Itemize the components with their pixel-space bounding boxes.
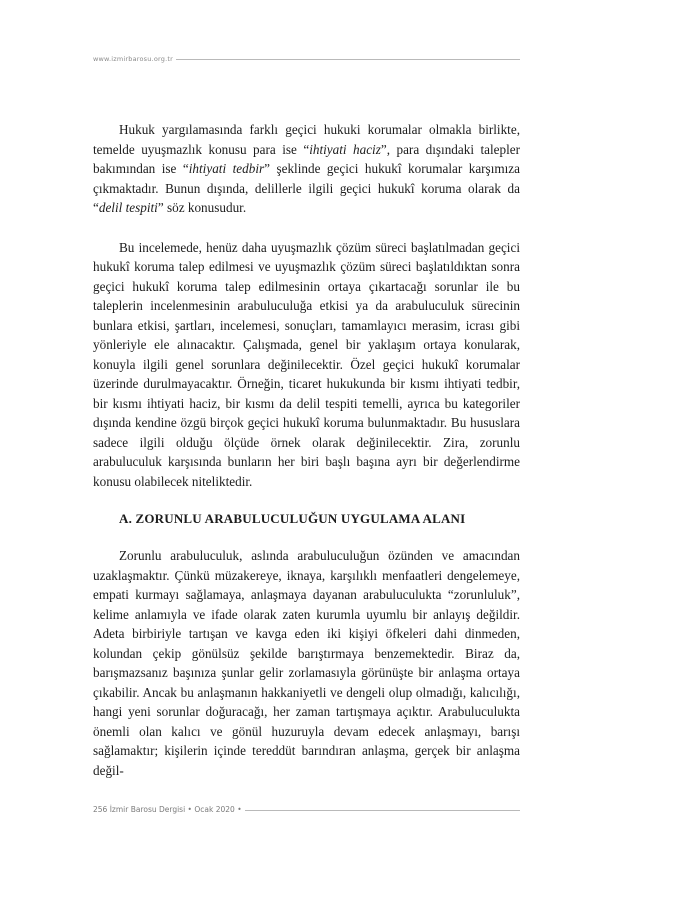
p1-text-2: ”, para dışındaki talepler bakımından ise “ bbox=[93, 141, 520, 176]
paragraph-mandatory-mediation: Zorunlu arabuluculuk, aslında arabuluculuğun özünden ve amacından uzaklaşmaktır. Çünkü müzakereye, iknaya, karşılıklı menfaatleri dengelemeye, empati kurmayı sağlamaya, anlaşmaya dayanan arabuluculukta “zorunluluk”, kelime anlamıyla ve ifade olarak zaten kurumla uyumlu bir anlayış değildir. Adeta birbiriyle tartışan ve kavga eden iki kişiyi öfkeleri dahi dinmeden, kolundan çekip gönülsüz şekilde barıştırmaya benzemektedir. Biraz da, barışmazsanız başınıza şunlar gelir zorlamasıyla görünüşte bir anlaşma ortaya çıkabilir. Ancak bu anlaşmanın hakkaniyetli ve dengeli olup olmadığı, kalıcılığı, hangi yeni sorunlar doğuracağı, her zaman tartışmaya açıktır. Arabuluculukta önemli olan kalıcı ve gönül huzuruyla devam edecek anlaşmayı, barışı sağlamaktır; kişilerin içinde tereddüt barındıran anlaşma, gerçek bir anlaşma değil- bbox=[93, 548, 520, 778]
footer-text: 256 İzmir Barosu Dergisi • Ocak 2020 • bbox=[93, 804, 245, 816]
p1-text-1: Hukuk yargılamasında farklı geçici hukuki korumalar olmakla birlikte, temelde uyuşmazlık konusu para ise “ bbox=[93, 122, 520, 157]
header-url[interactable]: www.izmirbarosu.org.tr bbox=[93, 53, 176, 65]
paragraph-scope: Bu incelemede, henüz daha uyuşmazlık çözüm süreci başlatılmadan geçici hukukî koruma talep edilmesi ve uyuşmazlık çözüm süreci başlatıldıktan sonra geçici hukukî koruma talep edilmesinin ortaya çıkartacağı sorunlar ile bu taleplerin incelenmesinin arabuluculuğa etkisi ya da arabuluculuk sürecinin bunlara etkisi, şartları, incelemesi, sonuçları, tamamlayıcı merasim, icrası gibi yönleriyle ele alınacaktır. Çalışmada, genel bir yaklaşım ortaya konularak, konuyla ilgili genel sorunlara değinilecektir. Özel geçici hukukî korumalar üzerinde durulmayacaktır. Örneğin, ticaret hukukunda bir kısmı ihtiyati tedbir, bir kısmı ihtiyati haciz, bir kısmı da delil tespiti temelli, ayrıca bu kategoriler dışında kendine özgü birçok geçici hukukî koruma bulunmaktadır. Bu hususlara sadece ilgili olduğu ölçüde örnek olarak değinilecektir. Zira, zorunlu arabuluculuk karşısında bunların her biri başlı başına ayrı bir değerlendirme konusu olabilecek niteliktedir. bbox=[93, 239, 520, 489]
page-header bbox=[93, 53, 520, 67]
p1-term-ihtiyati-haciz: ihtiyati haciz bbox=[309, 141, 381, 157]
article-body bbox=[93, 120, 520, 780]
p1-term-delil-tespiti: delil tespiti bbox=[98, 200, 158, 215]
paragraph-intro bbox=[93, 120, 520, 218]
p1-text-3: ” şeklinde geçici hukukî korumalar karşımıza çıkmaktadır. Bunun dışında, delillerle ilgili geçici hukukî koruma olarak da “ bbox=[93, 161, 520, 215]
p1-text-4: ” söz konusudur. bbox=[157, 200, 247, 215]
page-footer bbox=[93, 804, 520, 818]
section-heading: A. ZORUNLU ARABULUCULUĞUN UYGULAMA ALANI bbox=[119, 511, 466, 526]
p1-term-ihtiyati-tedbir: ihtiyati tedbir bbox=[188, 161, 265, 176]
